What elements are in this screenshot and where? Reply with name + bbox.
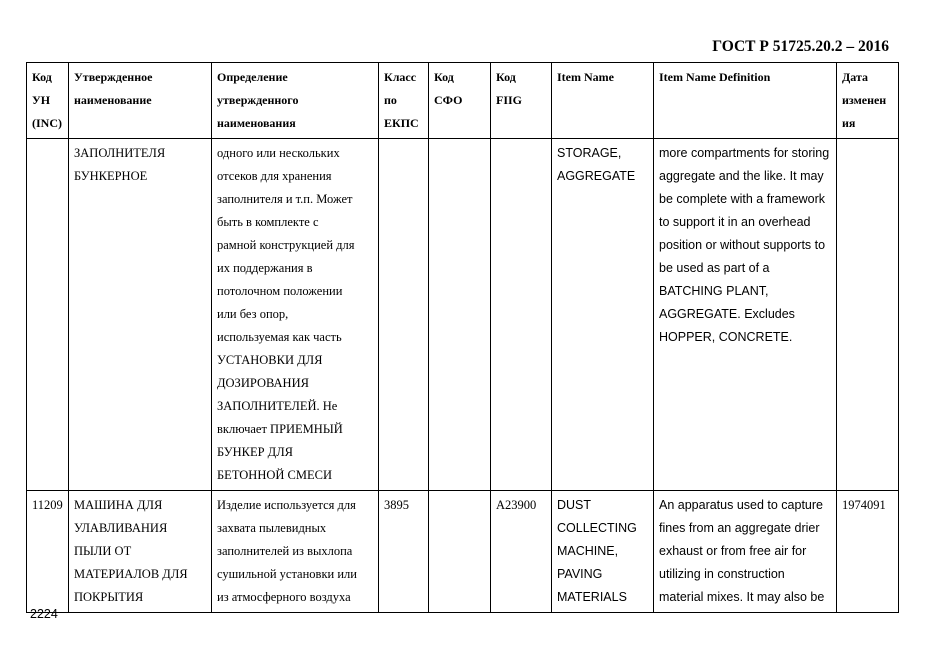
cell-text-line: из атмосферного воздуха	[217, 590, 351, 604]
cell-text-line: exhaust or from free air for	[659, 544, 807, 558]
header-text: FIIG	[496, 93, 523, 107]
cell-text-line: отсеков для хранения	[217, 169, 332, 183]
header-text: УН	[32, 93, 51, 107]
cell-text-line: их поддержания в	[217, 261, 313, 275]
cell-text-line: COLLECTING	[557, 521, 637, 535]
cell-text-line: БУНКЕРНОЕ	[74, 169, 148, 183]
cell-text-line: material mixes. It may also be	[659, 590, 825, 604]
header-text: Утвержденное	[74, 70, 153, 84]
cell-text-line: PAVING	[557, 567, 603, 581]
cell-text-line: заполнителей из выхлопа	[217, 544, 353, 558]
cell-text-line: An apparatus used to capture	[659, 498, 824, 512]
cell-text-line: захвата пылевидных	[217, 521, 327, 535]
cell-text-line: рамной конструкцией для	[217, 238, 355, 252]
header-text: утвержденного	[217, 93, 299, 107]
cell-text-line: fines from an aggregate drier	[659, 521, 820, 535]
cell-class	[379, 491, 429, 613]
cell-text-line: ЗАПОЛНИТЕЛЯ	[74, 146, 166, 160]
header-text: изменен	[842, 93, 887, 107]
cell-approved-name	[69, 139, 212, 491]
cell-text-line: МАТЕРИАЛОВ ДЛЯ	[74, 567, 188, 581]
col-fiig-header	[491, 63, 552, 139]
cell-item-name	[552, 491, 654, 613]
cell-text-line: MATERIALS	[557, 590, 627, 604]
cell-text: 1974091	[842, 498, 886, 512]
cell-text-line: заполнителя и т.п. Может	[217, 192, 353, 206]
header-text: Дата	[842, 70, 868, 84]
header-text: Код	[32, 70, 52, 84]
nomenclature-table	[26, 62, 899, 613]
col-class-header	[379, 63, 429, 139]
header-text: наименования	[217, 116, 296, 130]
cell-fiig	[491, 491, 552, 613]
header-text: Класс	[384, 70, 417, 84]
cell-text-line: УЛАВЛИВАНИЯ	[74, 521, 168, 535]
header-text: Код	[434, 70, 454, 84]
cell-text-line: включает ПРИЕМНЫЙ	[217, 422, 343, 436]
cell-text-line: ДОЗИРОВАНИЯ	[217, 376, 309, 390]
header-text: ЕКПС	[384, 116, 419, 130]
cell-item-name	[552, 139, 654, 491]
cell-text-line: utilizing in construction	[659, 567, 785, 581]
header-text: (INC)	[32, 116, 62, 130]
header-text: Item Name Definition	[659, 70, 771, 84]
cell-text-line: aggregate and the like. It may	[659, 169, 824, 183]
header-text: СФО	[434, 93, 463, 107]
page-number: 2224	[30, 607, 58, 621]
cell-text: 3895	[384, 498, 409, 512]
cell-text-line: быть в комплекте с	[217, 215, 319, 229]
header-text: Код	[496, 70, 516, 84]
cell-definition	[212, 491, 379, 613]
cell-item-definition	[654, 491, 837, 613]
cell-text-line: more compartments for storing	[659, 146, 830, 160]
cell-sfo	[429, 491, 491, 613]
cell-text-line: position or without supports to	[659, 238, 826, 252]
cell-text-line: AGGREGATE. Excludes	[659, 307, 795, 321]
header-text: по	[384, 93, 397, 107]
cell-text-line: одного или нескольких	[217, 146, 340, 160]
cell-text-line: ПЫЛИ ОТ	[74, 544, 132, 558]
cell-definition	[212, 139, 379, 491]
header-text: наименование	[74, 93, 152, 107]
table-row	[27, 491, 899, 613]
col-approved-name-header	[69, 63, 212, 139]
cell-text-line: HOPPER, CONCRETE.	[659, 330, 793, 344]
cell-sfo	[429, 139, 491, 491]
cell-class	[379, 139, 429, 491]
cell-text-line: БУНКЕР ДЛЯ	[217, 445, 294, 459]
cell-text-line: ПОКРЫТИЯ	[74, 590, 144, 604]
col-inc-header	[27, 63, 69, 139]
cell-text-line: MACHINE,	[557, 544, 619, 558]
cell-text-line: или без опор,	[217, 307, 289, 321]
header-text: Определение	[217, 70, 288, 84]
col-date-header	[837, 63, 899, 139]
header-text: Item Name	[557, 70, 614, 84]
header-text: ия	[842, 116, 856, 130]
cell-item-definition	[654, 139, 837, 491]
cell-text-line: потолочном положении	[217, 284, 343, 298]
col-item-definition-header	[654, 63, 837, 139]
cell-fiig	[491, 139, 552, 491]
cell-inc	[27, 139, 69, 491]
col-definition-header	[212, 63, 379, 139]
cell-text-line: ЗАПОЛНИТЕЛЕЙ. Не	[217, 399, 338, 413]
cell-text-line: be complete with a framework	[659, 192, 826, 206]
cell-text-line: to support it in an overhead	[659, 215, 811, 229]
cell-text-line: BATCHING PLANT,	[659, 284, 769, 298]
cell-text: 11209	[32, 498, 63, 512]
document-title: ГОСТ Р 51725.20.2 – 2016	[712, 38, 889, 55]
table-row	[27, 139, 899, 491]
cell-date	[837, 491, 899, 613]
cell-text-line: AGGREGATE	[557, 169, 636, 183]
cell-text-line: используемая как часть	[217, 330, 342, 344]
col-item-name-header	[552, 63, 654, 139]
cell-text-line: МАШИНА ДЛЯ	[74, 498, 163, 512]
cell-inc	[27, 491, 69, 613]
col-sfo-header	[429, 63, 491, 139]
cell-date	[837, 139, 899, 491]
cell-text: A23900	[496, 498, 537, 512]
cell-approved-name	[69, 491, 212, 613]
cell-text-line: Изделие используется для	[217, 498, 356, 512]
cell-text-line: УСТАНОВКИ ДЛЯ	[217, 353, 323, 367]
cell-text-line: be used as part of a	[659, 261, 770, 275]
table-header-row	[27, 63, 899, 139]
cell-text-line: STORAGE,	[557, 146, 622, 160]
cell-text-line: БЕТОННОЙ СМЕСИ	[217, 468, 332, 482]
cell-text-line: DUST	[557, 498, 592, 512]
cell-text-line: сушильной установки или	[217, 567, 357, 581]
